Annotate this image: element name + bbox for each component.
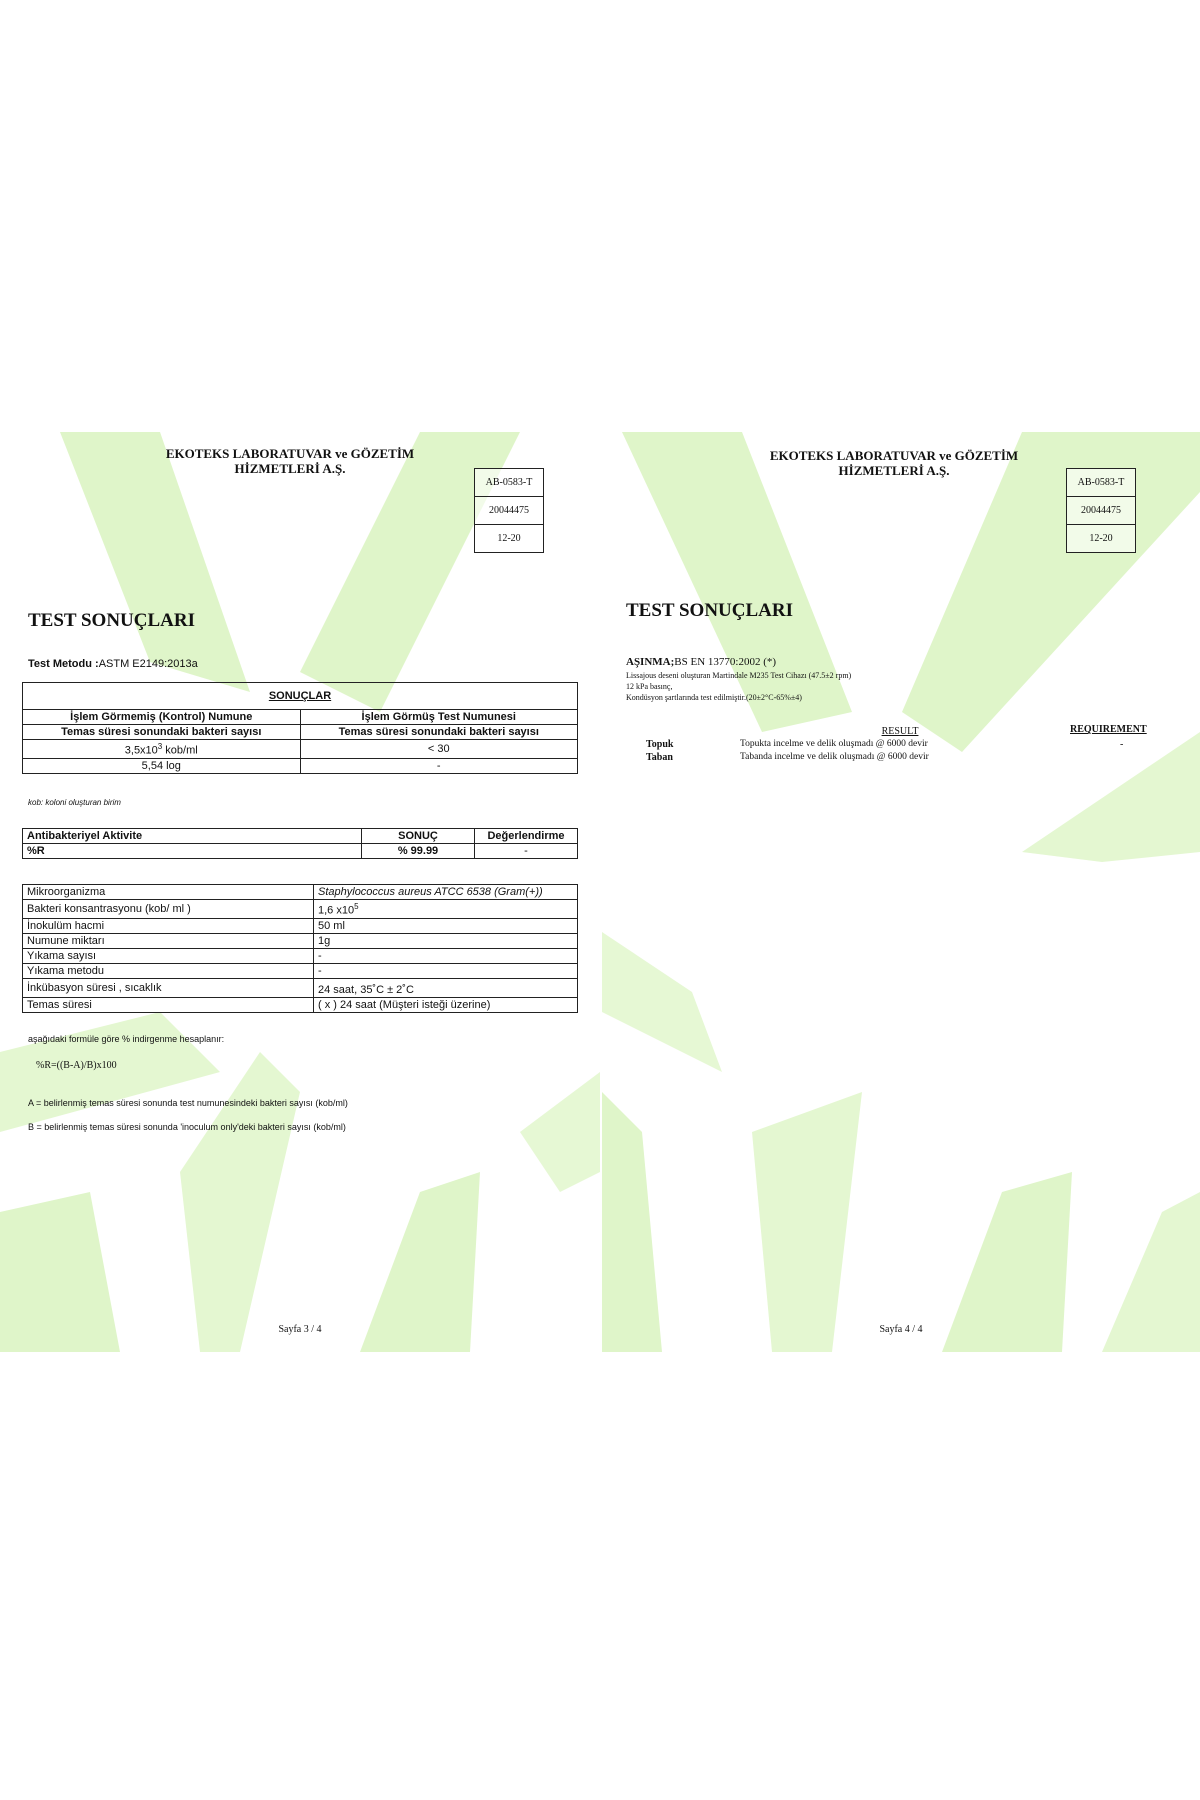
control-count-exp: 3	[157, 742, 163, 751]
anti-deg-header: Değerlendirme	[475, 829, 578, 844]
param-label: Mikroorganizma	[23, 885, 314, 900]
test-conditions	[626, 670, 851, 703]
col-treated: İşlem Görmüş Test Numunesi	[300, 710, 578, 725]
param-value-base: 1,6 x10	[318, 904, 355, 917]
param-row	[23, 918, 578, 933]
formula: %R=((B-A)/B)x100	[36, 1060, 117, 1071]
page-number: Sayfa 3 / 4	[278, 1324, 322, 1335]
param-value: 50 ml	[314, 918, 578, 933]
param-row	[23, 997, 578, 1012]
treated-count: < 30	[300, 740, 578, 759]
antibacterial-table	[22, 828, 578, 859]
row-result: Topukta incelme ve delik oluşmadı @ 6000 devir	[740, 739, 928, 749]
param-row	[23, 885, 578, 900]
treated-log: -	[300, 758, 578, 773]
company-line-1: EKOTEKS LABORATUVAR ve GÖZETİM	[165, 446, 415, 461]
abrasion-results	[646, 738, 1166, 764]
company-line-1: EKOTEKS LABORATUVAR ve GÖZETİM	[769, 448, 1019, 463]
param-row	[23, 978, 578, 997]
param-value: Staphylococcus aureus ATCC 6538 (Gram(+))	[314, 885, 578, 900]
param-value: ( x ) 24 saat (Müşteri isteği üzerine)	[314, 997, 578, 1012]
row-requirement: -	[1120, 739, 1124, 750]
method-label: Test Metodu :	[28, 658, 99, 670]
company-name	[744, 448, 1044, 478]
kob-note: kob: koloni oluşturan birim	[28, 798, 121, 807]
results-header: SONUÇLAR	[23, 683, 578, 710]
page-footer	[0, 1324, 600, 1335]
anti-label: Antibakteriyel Aktivite	[23, 829, 362, 844]
report-code: AB-0583-T	[475, 469, 543, 497]
row-result: Tabanda incelme ve delik oluşmadı @ 6000 devir	[740, 752, 929, 762]
param-row	[23, 948, 578, 963]
anti-eval: -	[475, 844, 578, 859]
condition-line: Lissajous deseni oluşturan Martindale M235 Test Cihazı (47.5±2 rpm)	[626, 671, 852, 680]
param-row	[23, 933, 578, 948]
result-row	[646, 751, 1166, 764]
report-code: AB-0583-T	[1067, 469, 1135, 497]
abrasion-std: BS EN 13770:2002 (*)	[674, 656, 777, 668]
formula-intro: aşağıdaki formüle göre % indirgenme hesaplanır:	[28, 1034, 225, 1044]
parameters-table	[22, 884, 578, 1013]
param-label: Numune miktarı	[23, 933, 314, 948]
param-label: Yıkama sayısı	[23, 948, 314, 963]
condition-line: 12 kPa basınç,	[626, 682, 673, 691]
report-code-box	[474, 468, 544, 553]
control-count: 3,5x10	[124, 744, 158, 757]
result-row	[646, 738, 1166, 751]
anti-value: % 99.99	[362, 844, 475, 859]
report-number: 20044475	[1067, 497, 1135, 525]
page-title: TEST SONUÇLARI	[626, 600, 794, 621]
sub-control: Temas süresi sonundaki bakteri sayısı	[23, 725, 301, 740]
note-b: B = belirlenmiş temas süresi sonunda 'inoculum only'deki bakteri sayısı (kob/ml)	[28, 1122, 346, 1132]
result-header: RESULT	[881, 726, 919, 737]
page-footer	[602, 1324, 1200, 1335]
control-count-cell	[23, 740, 301, 759]
page-number: Sayfa 4 / 4	[879, 1324, 923, 1335]
row-label: Topuk	[646, 739, 674, 750]
requirement-header: REQUIREMENT	[1070, 724, 1147, 735]
row-label: Taban	[646, 752, 673, 763]
param-label: İnokulüm hacmi	[23, 918, 314, 933]
document-page-4	[602, 432, 1200, 1352]
page-title: TEST SONUÇLARI	[28, 610, 196, 631]
report-number: 20044475	[475, 497, 543, 525]
control-log: 5,54 log	[23, 758, 301, 773]
control-count-unit: kob/ml	[162, 744, 198, 757]
company-line-2: HİZMETLERİ A.Ş.	[234, 461, 346, 476]
report-date: 12-20	[497, 533, 521, 544]
condition-line: Kondüsyon şartlarında test edilmiştir.(20±2°C-65%±4)	[626, 693, 802, 702]
param-row	[23, 900, 578, 919]
param-label: Yıkama metodu	[23, 963, 314, 978]
param-value: -	[314, 948, 578, 963]
col-control: İşlem Görmemiş (Kontrol) Numune	[23, 710, 301, 725]
param-value: 24 saat, 35˚C ± 2˚C	[314, 978, 578, 997]
param-value-exp: 5	[354, 902, 359, 911]
param-label: Temas süresi	[23, 997, 314, 1012]
abrasion-standard	[626, 656, 776, 668]
report-code-box	[1066, 468, 1136, 553]
param-label: Bakteri konsantrasyonu (kob/ ml )	[23, 900, 314, 919]
note-a: A = belirlenmiş temas süresi sonunda test numunesindeki bakteri sayısı (kob/ml)	[28, 1098, 348, 1108]
report-date: 12-20	[1089, 533, 1113, 544]
param-row	[23, 963, 578, 978]
anti-r-label: %R	[23, 844, 362, 859]
param-value	[314, 900, 578, 919]
test-method	[28, 658, 198, 670]
sub-treated: Temas süresi sonundaki bakteri sayısı	[300, 725, 578, 740]
anti-sonuc-header: SONUÇ	[362, 829, 475, 844]
abrasion-label: AŞINMA;	[626, 656, 675, 668]
param-label: İnkübasyon süresi , sıcaklık	[23, 978, 314, 997]
param-value: -	[314, 963, 578, 978]
method-value: ASTM E2149:2013a	[98, 658, 198, 670]
document-page-3	[0, 432, 600, 1352]
param-value: 1g	[314, 933, 578, 948]
results-table	[22, 682, 578, 774]
company-line-2: HİZMETLERİ A.Ş.	[838, 463, 950, 478]
company-name	[150, 446, 430, 476]
